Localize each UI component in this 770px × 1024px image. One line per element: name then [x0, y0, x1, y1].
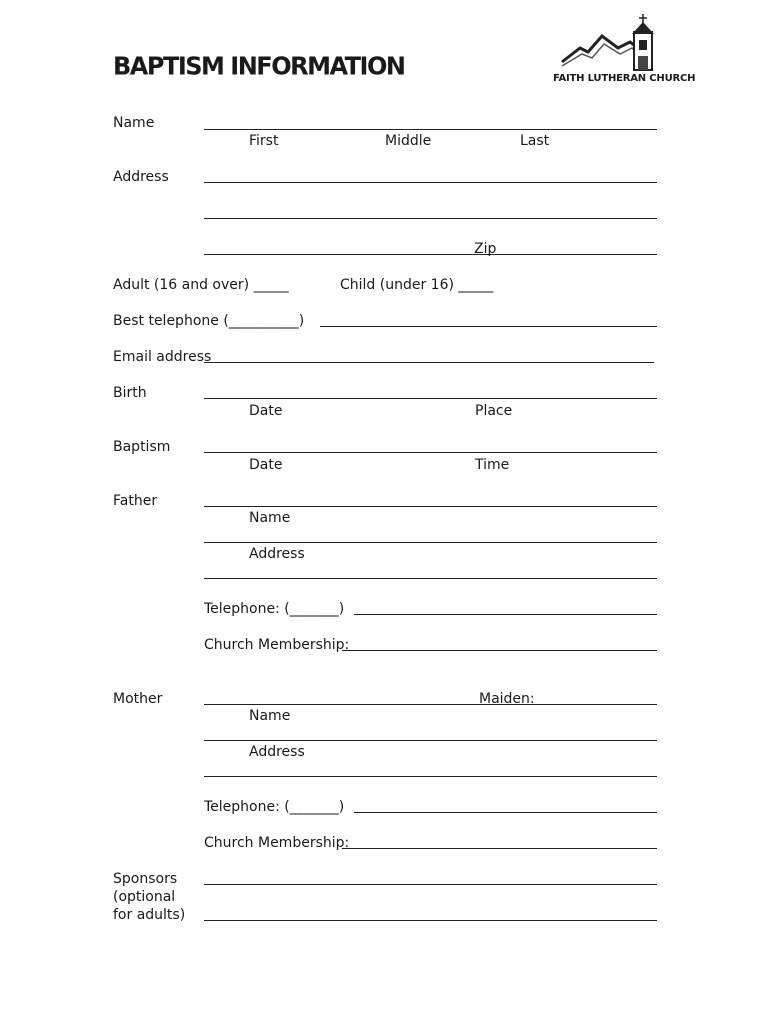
birth-place-label: Place — [475, 403, 513, 419]
mother-maiden-label: Maiden: — [479, 691, 535, 707]
zip-label: Zip — [474, 241, 497, 257]
baptism-field[interactable] — [204, 452, 657, 453]
name-first-label: First — [249, 133, 279, 149]
father-membership-field[interactable] — [342, 650, 657, 651]
sponsors-note-2: for adults) — [113, 907, 186, 923]
email-label: Email address — [113, 349, 212, 365]
sponsors-label: Sponsors — [113, 871, 178, 887]
telephone-label: Best telephone (__________) — [113, 313, 305, 329]
father-name-field[interactable] — [204, 506, 657, 507]
page-title: BAPTISM INFORMATION — [113, 51, 405, 81]
father-membership-label: Church Membership: — [204, 637, 350, 653]
church-name: FAITH LUTHERAN CHURCH — [553, 73, 696, 84]
address-line-2[interactable] — [204, 218, 657, 219]
name-field[interactable] — [204, 129, 657, 130]
father-address-label: Address — [249, 546, 305, 562]
sponsor-field-2[interactable] — [204, 920, 657, 921]
father-telephone-field[interactable] — [354, 614, 657, 615]
name-label: Name — [113, 115, 155, 131]
mother-membership-label: Church Membership: — [204, 835, 350, 851]
mother-label: Mother — [113, 691, 163, 707]
mother-address-line-2[interactable] — [204, 776, 657, 777]
father-telephone-label: Telephone: (_______) — [204, 601, 345, 617]
birth-label: Birth — [113, 385, 147, 401]
father-address-line-2[interactable] — [204, 578, 657, 579]
mother-membership-field[interactable] — [342, 848, 657, 849]
baptism-label: Baptism — [113, 439, 171, 455]
baptism-time-label: Time — [475, 457, 510, 473]
birth-field[interactable] — [204, 398, 657, 399]
email-field[interactable] — [204, 362, 654, 363]
mother-telephone-label: Telephone: (_______) — [204, 799, 345, 815]
birth-date-label: Date — [249, 403, 283, 419]
mother-telephone-field[interactable] — [354, 812, 657, 813]
child-label[interactable]: Child (under 16) _____ — [340, 277, 494, 293]
father-label: Father — [113, 493, 158, 509]
name-last-label: Last — [520, 133, 550, 149]
father-name-label: Name — [249, 510, 291, 526]
mother-name-field[interactable] — [204, 704, 657, 705]
sponsors-note-1: (optional — [113, 889, 176, 905]
mother-address-label: Address — [249, 744, 305, 760]
telephone-field[interactable] — [320, 326, 657, 327]
sponsor-field-1[interactable] — [204, 884, 657, 885]
name-middle-label: Middle — [385, 133, 432, 149]
address-line-3[interactable] — [204, 254, 657, 255]
address-label: Address — [113, 169, 169, 185]
adult-label[interactable]: Adult (16 and over) _____ — [113, 277, 289, 293]
father-address-field[interactable] — [204, 542, 657, 543]
mother-name-label: Name — [249, 708, 291, 724]
mother-address-field[interactable] — [204, 740, 657, 741]
baptism-date-label: Date — [249, 457, 283, 473]
address-line-1[interactable] — [204, 182, 657, 183]
